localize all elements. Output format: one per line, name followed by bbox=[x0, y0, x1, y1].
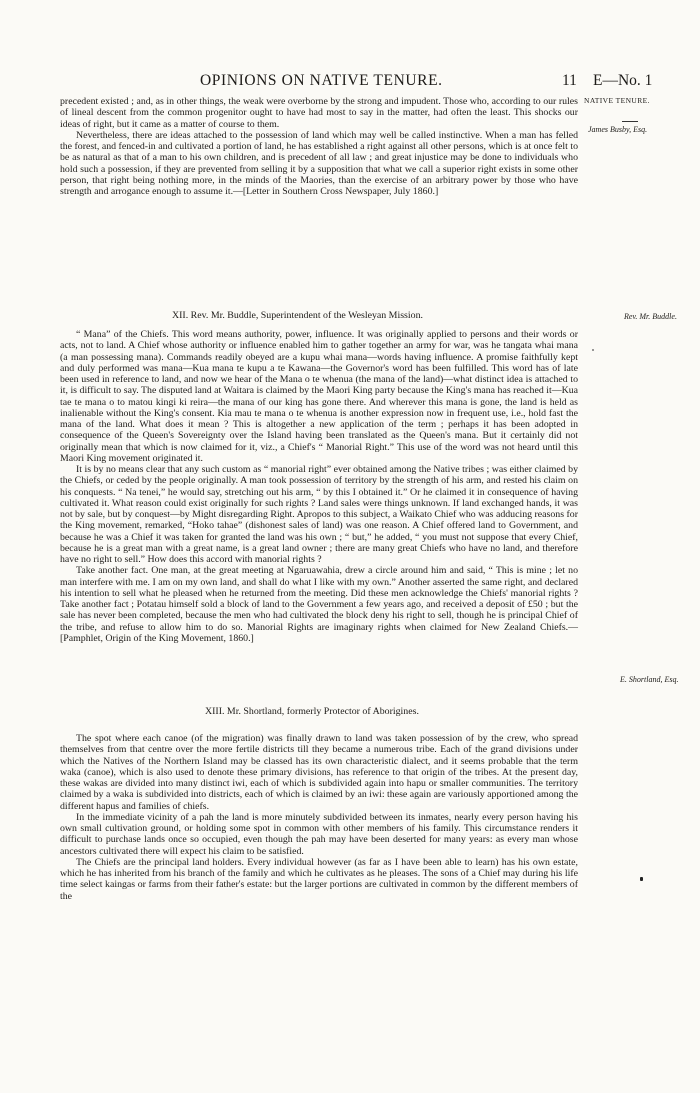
paragraph: The Chiefs are the principal land holders. Every individual however (as far as I have been able to learn) has his own estate, which he has inherited from his branch of the family and which he cultivates as he pleases. The sons of a Chief may during his life time select kaingas or farms from their father's estate: but the larger portions are cultivated in common by the different members of the bbox=[60, 856, 578, 902]
margin-note-shortland: E. Shortland, Esq. bbox=[620, 675, 679, 684]
paragraph: Take another fact. One man, at the great meeting at Ngaruawahia, drew a circle around him and said, “ This is mine ; let no man interfere with me. I am on my own land, and shall do what I like with my own.” Another asserted the same right, and declared his intention to sell what he pleased when he returned from the meeting. Did these men acknowledge the Chiefs' manorial rights ? Take another fact ; Potatau himself sold a block of land to the Government a few years ago, and received a deposit of £50 ; but the sale has never been completed, because the men who had cultivated the block deny his right to sell, though he is principal Chief of the tribe, and refuse to allow him to do so. Manorial Rights are imaginary rights when claimed for New Zealand Chiefs.—[Pamphlet, Origin of the King Movement, 1860.] bbox=[60, 565, 578, 644]
running-title: OPINIONS ON NATIVE TENURE. bbox=[200, 72, 443, 89]
section-shortland-text bbox=[60, 733, 578, 902]
margin-rule bbox=[622, 121, 638, 122]
paragraph: “ Mana” of the Chiefs. This word means authority, power, influence. It was originally applied to persons and their words or acts, not to land. A Chief whose authority or influence enabled him to gather together an army for war, was he tangata whai mana (a man possessing mana). Commands readily obeyed are a kupu whai mana—words having influence. A promise faithfully kept and duly performed was mana—Kua mana te kupu a te Kawana—the Governor's word has been fulfilled. This word has of late been used in reference to land, and now we hear of the Mana o te whenua (the mana of the land)—what distinct idea is attached to it, is difficult to say. The disputed land at Waitara is claimed by the Maori King party because the King's mana has reached it—Kua tae te mana o to matou kingi ki reira—the mana of our king has gone there. And wherever this mana is gone, the land is held as inalienable without the King's consent. Kia mau te mana o te whenua is another expression now in frequent use, i.e., hold fast the mana of the land. What does it mean ? This is altogether a new application of the term ; perhaps it has been adopted in consequence of the Queen's Sovereignty over the Island having been translated as the Queen's mana. But it certainly did not originally mean that which is now claimed for it, viz., a Chief's “ Manorial Right.” This use of the word was not heard until this Maori King movement originated it. bbox=[60, 329, 578, 464]
section-busby-text bbox=[60, 96, 578, 197]
ink-speck bbox=[592, 349, 594, 351]
paragraph: In the immediate vicinity of a pah the land is more minutely subdivided between its inmates, nearly every person having his own small cultivation ground, or holding some spot in common with other members of his family. This circumstance renders it difficult to purchase lands once so occupied, even though the pah may have been deserted for many years: as every man whose ancestors cultivated there will expect his claim to be satisfied. bbox=[60, 811, 578, 857]
paragraph: The spot where each canoe (of the migration) was finally drawn to land was taken possession of by the crew, who spread themselves from that centre over the more fertile districts till they became a numerous tribe. Each of the grand divisions under which the Natives of the Northern Island may be classed has its own characteristic dialect, and it seems probable that the term waka (canoe), which is also used to denote these primary divisions, has reference to that origin of the tribes. At the present day, these wakas are divided into many distinct iwi, each of which is subdivided again into hapu or smaller communities. The territory claimed by a waka is subdivided into districts, each of which is claimed by an iwi: these again are variously apportioned among the different hapus and families of chiefs. bbox=[60, 733, 578, 812]
paragraph: It is by no means clear that any such custom as “ manorial right” ever obtained among the Native tribes ; was either claimed by the Chiefs, or ceded by the people originally. A man took possession of territory by the strength of his arm, and rested his claim on his conquests. “ Na tenei,” he would say, stretching out his arm, “ by this I obtained it.” Or he claimed it in consequence of having cultivated it. What reason could exist originally for such rights ? Land sales were things unknown. If land exchanged hands, it was not by sale, but by conquest—by Might disregarding Right. Apropos to this subject, a Waikato Chief who was adducing reasons for the King movement, remarked, “Hoko tahae” (dishonest sales of land) was one reason. A Chief offered land to Government, and because he was a Chief it was taken for granted the land was his own ; “ but,” he added, “ you must not suppose that every Chief, because he is a great man with a great name, is a great land owner ; there are many great Chiefs who have no land, and therefore have no right to sell.” How does this accord with manorial rights ? bbox=[60, 464, 578, 565]
section-buddle-text bbox=[60, 329, 578, 644]
margin-note-buddle: Rev. Mr. Buddle. bbox=[624, 312, 677, 321]
margin-note-busby: James Busby, Esq. bbox=[588, 125, 648, 134]
paragraph: precedent existed ; and, as in other things, the weak were overborne by the strong and impudent. Those who, according to our rules of lineal descent from the common progenitor ought to have had most to say in the matter, had often the least. This shocks our ideas of right, but it came as a matter of course to them. bbox=[60, 96, 578, 130]
margin-note-native-tenure: NATIVE TENURE. bbox=[584, 96, 650, 105]
paragraph: Nevertheless, there are ideas attached to the possession of land which may well be called instinctive. When a man has felled the forest, and fenced-in and cultivated a portion of land, he has established a right against all other persons, which is at once felt to be as natural as that of a man to his own children, and is precedent of all law ; and great injustice may be done to individuals who hold such a possession, if they are prevented from selling it by a supposition that what we call a superior right exists in some other person, that right being nothing more, in the minds of the Maories, than the exercise of an arbitrary power by those who have strength and arrogance enough to assume it.—[Letter in Southern Cross Newspaper, July 1860.] bbox=[60, 129, 578, 197]
section-heading-buddle: XII. Rev. Mr. Buddle, Superintendent of the Wesleyan Mission. bbox=[172, 310, 423, 321]
page-number: 11 bbox=[562, 72, 577, 89]
document-reference: E—No. 1 bbox=[593, 72, 653, 89]
ink-speck bbox=[640, 877, 643, 881]
section-heading-shortland: XIII. Mr. Shortland, formerly Protector of Aborigines. bbox=[205, 706, 419, 717]
